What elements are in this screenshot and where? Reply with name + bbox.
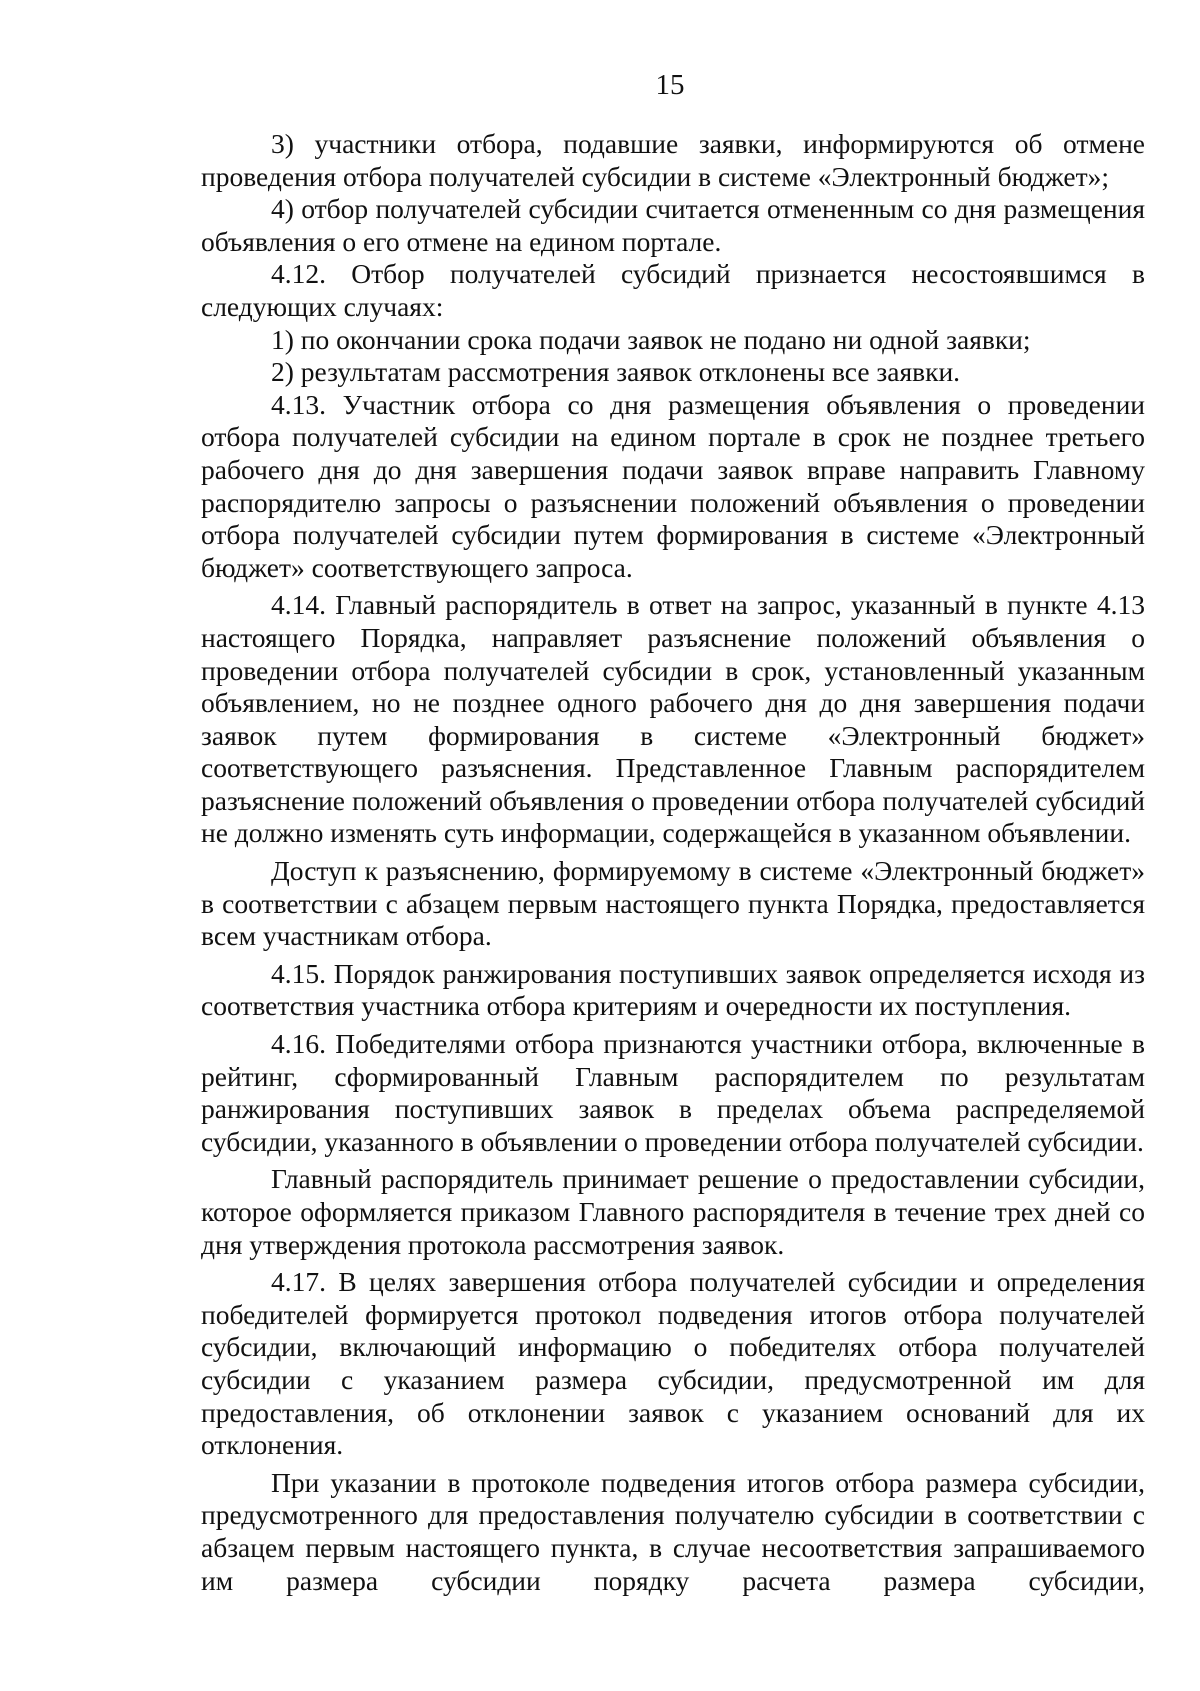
paragraph-4-cancellation: 4) отбор получателей субсидии считается отмененным со дня размещения объявления о его отмене на едином портале.	[201, 193, 1145, 257]
paragraph-4-14-access: Доступ к разъяснению, формируемому в системе «Электронный бюджет» в соответствии с абзацем первым настоящего пункта Порядка, предоставляется всем участникам отбора.	[201, 855, 1145, 952]
paragraph-4-12: 4.12. Отбор получателей субсидий признается несостоявшимся в следующих случаях:	[201, 258, 1145, 322]
paragraph-4-12-case-2: 2) результатам рассмотрения заявок отклонены все заявки.	[271, 356, 961, 388]
paragraph-4-15: 4.15. Порядок ранжирования поступивших заявок определяется исходя из соответствия участника отбора критериям и очередности их поступления.	[201, 957, 1145, 1022]
paragraph-4-16-decision: Главный распорядитель принимает решение о предоставлении субсидии, которое оформляется приказом Главного распорядителя в течение трех дней со дня утверждения протокола рассмотрения заявок.	[201, 1163, 1145, 1260]
document-body	[201, 128, 1145, 1597]
paragraph-4-13: 4.13. Участник отбора со дня размещения объявления о проведении отбора получателей субсидии на едином портале в срок не позднее третьего рабочего дня до дня завершения подачи заявок вправе направить Главному распорядителю запросы о разъяснении положений объявления о проведении отбора получателей субсидии путем формирования в системе «Электронный бюджет» соответствующего запроса.	[201, 388, 1145, 583]
page-number: 15	[655, 69, 685, 101]
paragraph-4-16: 4.16. Победителями отбора признаются участники отбора, включенные в рейтинг, сформированный Главным распорядителем по результатам ранжирования поступивших заявок в пределах объема распределяемой субсидии, указанного в объявлении о проведении отбора получателей субсидии.	[201, 1028, 1145, 1157]
paragraph-3-notification: 3) участники отбора, подавшие заявки, информируются об отмене проведения отбора получателей субсидии в системе «Электронный бюджет»;	[201, 128, 1145, 192]
paragraph-4-17-protocol: При указании в протоколе подведения итогов отбора размера субсидии, предусмотренного для предоставления получателю субсидии в соответствии с абзацем первым настоящего пункта, в случае несоответствия запрашиваемого им размера субсидии порядку расчета размера субсидии,	[201, 1466, 1145, 1596]
paragraph-4-17: 4.17. В целях завершения отбора получателей субсидии и определения победителей формируется протокол подведения итогов отбора получателей субсидии, включающий информацию о победителях отбора получателей субсидии с указанием размера субсидии, предусмотренной им для предоставления, об отклонении заявок с указанием оснований для их отклонения.	[201, 1266, 1145, 1461]
paragraph-4-14: 4.14. Главный распорядитель в ответ на запрос, указанный в пункте 4.13 настоящего Порядка, направляет разъяснение положений объявления о проведении отбора получателей субсидии в срок, установленный указанным объявлением, но не позднее одного рабочего дня до дня завершения подачи заявок путем формирования в системе «Электронный бюджет» соответствующего разъяснения. Представленное Главным распорядителем разъяснение положений объявления о проведении отбора получателей субсидий не должно изменять суть информации, содержащейся в указанном объявлении.	[201, 589, 1145, 849]
paragraph-4-12-case-1: 1) по окончании срока подачи заявок не подано ни одной заявки;	[271, 323, 1031, 355]
